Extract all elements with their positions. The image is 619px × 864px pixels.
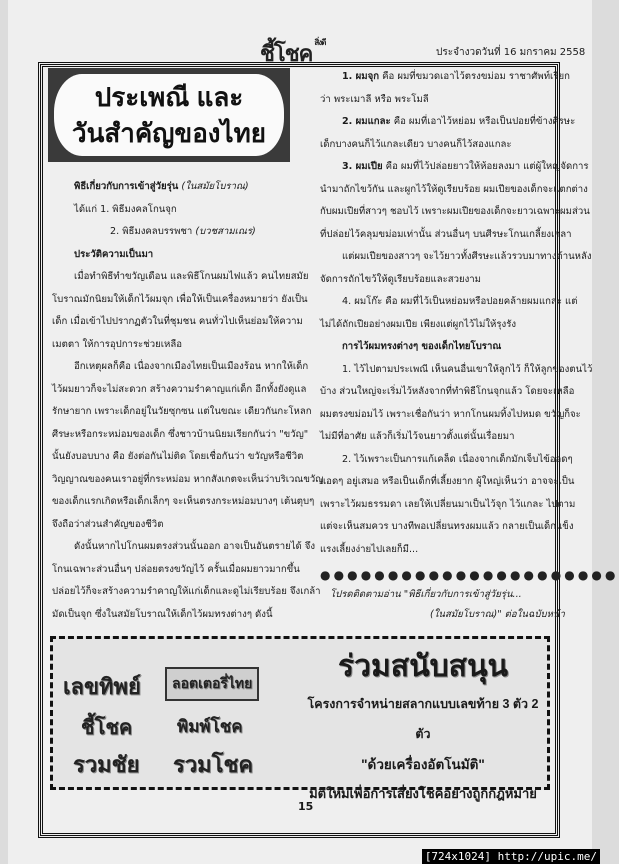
body-line: ดังนั้นหากไปโกนผมตรงส่วนนั้นออก อาจเป็นอันตรายได้ จึง xyxy=(74,541,316,552)
ad-logo: เลขทิพย์ xyxy=(63,674,141,699)
body-line: แต่ผมเปียของสาวๆ จะไว้ยาวทั้งศีรษะแล้วรวบมาทางด้านหลัง xyxy=(342,251,592,262)
body-line: ศีรษะหรือกระหม่อมของเด็ก ซึ่งชาวบ้านนิยมเรียกกันว่า "ขวัญ" xyxy=(52,428,309,440)
ad-logo: ลอตเตอรี่ไทย xyxy=(165,667,259,701)
ad-logo: รวมโชค xyxy=(173,752,254,777)
left-column xyxy=(52,176,324,626)
body-line: แต่จะเห็นสมควร บางทีพอเปลี่ยนทรงผมแล้ว กลายเป็นเด็กแข็ง xyxy=(320,521,574,532)
ad-logo: ชี้โชค xyxy=(81,717,133,739)
body-line: ไว้ผมยาวก็จะไม่สะดวก สร้างความรำคาญแก่เด็ก อีกทั้งยังดูแล xyxy=(52,383,307,395)
body-line: นั้นยังบอบบาง คือ ยังต่อกันไม่ติด โดยเชื่อกันว่า ขวัญหรือชีวิต xyxy=(52,451,304,462)
body-line: 4. ผมโก๊ะ คือ ผมที่ไว้เป็นหย่อมหรือปอยคล้ายผมแกละ แต่ xyxy=(342,296,578,307)
hairstyle-term: ผมเปีย xyxy=(355,161,383,172)
body-line: กับผมเปียที่สาวๆ ชอบไว้ เพราะผมเปียของเด็กจะยาวเฉพาะผมส่วน xyxy=(320,206,590,217)
issue-date: ประจำงวดวันที่ 16 มกราคม 2558 xyxy=(436,47,586,58)
watermark: [724x1024] http://upic.me/ xyxy=(422,849,600,864)
body-line: โกนเฉพาะส่วนอื่นๆ ปล่อยตรงขวัญไว้ ครั้นเมื่อผมยาวมากขึ้น xyxy=(52,563,300,575)
dotted-divider: ●●●●●●●●●●●●●●●●●●●●●● xyxy=(320,568,619,582)
ad-headline: ร่วมสนับสนุน xyxy=(338,650,508,683)
body-line: 3. ผมเปีย คือ ผมที่ไว้ปล่อยยาวให้ห้อยลงมา แต่ผู้ใหญ่จัดการ xyxy=(342,161,589,172)
continue-note: (ในสมัยโบราณ)" ต่อในฉบับหน้า xyxy=(430,609,565,620)
ad-logo: รวมชัย xyxy=(73,752,140,777)
body-line: ว่า พระเมาลี หรือ พระโมลี xyxy=(320,93,429,105)
body-line: ไม่ได้ถักเปียอย่างผมเปีย เพียงแต่ผูกไว้ไม่ให้รุงรัง xyxy=(320,318,517,330)
advertisement xyxy=(50,636,550,801)
magazine-logo: ชี้โชค $^{สิ่งดี}$ xyxy=(260,38,326,66)
history-heading: ประวัติความเป็นมา xyxy=(74,248,154,260)
ceremony-item: 2. พิธีมงคลบรรพชา xyxy=(110,226,193,237)
ad-line: "ด้วยเครื่องอัตโนมัติ" xyxy=(361,757,485,772)
body-line: นำมาถักไขว้กัน และผูกไว้ให้ดูเรียบร้อย ผมเปียของเด็กจะแตกต่าง xyxy=(320,183,588,195)
hairstyle-term: ผมจุก xyxy=(355,71,380,82)
hairstyle-term: ผมแกละ xyxy=(355,116,391,127)
page-number: 15 xyxy=(298,800,314,813)
body-line: เด็ก เมื่อเข้าไปปรากฏตัวในที่ชุมชน คนทั่วไปเห็นย่อมให้ความ xyxy=(52,316,303,327)
title-banner xyxy=(48,68,290,162)
body-line: โบราณมักนิยมให้เด็กไว้ผมจุก เพื่อให้เป็นเครื่องหมายว่า ยังเป็น xyxy=(52,293,308,305)
right-column xyxy=(320,66,619,625)
body-line: ที่ปล่อยไว้คลุมขม่อมเท่านั้น ส่วนอื่นๆ บนศีรษะโกนเกลี้ยงเกลา xyxy=(320,228,572,240)
body-line: 2. ไว้เพราะเป็นการแก้เคล็ด เนื่องจากเด็กมักเจ็บไข้ออดๆ xyxy=(342,453,573,465)
body-line: วิญญาณของคนเราอยู่ที่กระหม่อม หากสังเกตจะเห็นว่าบริเวณขวัญ xyxy=(52,473,324,485)
body-line: ผมตรงขม่อมไว้ เพราะเชื่อกันว่า หากโกนผมทิ้งไปหมด ขวัญก็จะ xyxy=(320,408,581,420)
body-line: ไม่มีที่อาศัย แล้วก็เริ่มไว้จนยาวตั้งแต่นั้นเรื่อยมา xyxy=(320,431,515,442)
ceremony-note: (บวชสามเณร) xyxy=(195,226,256,237)
title-line-2: วันสำคัญของไทย xyxy=(72,118,266,148)
continue-note: โปรดติดตามอ่าน "พิธีเกี่ยวกับการเข้าสู่วัยรุ่น... xyxy=(330,589,522,600)
section-heading: พิธีเกี่ยวกับการเข้าสู่วัยรุ่น xyxy=(74,181,179,192)
body-line: จัดการถักไขว้ให้ดูเรียบร้อยและสวยงาม xyxy=(320,273,481,285)
ad-line: มิติใหม่เพื่อการเสี่ยงโชคอย่างถูกกฎหมาย xyxy=(309,786,537,801)
magazine-page xyxy=(8,0,619,864)
subheading: การไว้ผมทรงต่างๆ ของเด็กไทยโบราณ xyxy=(342,341,502,352)
body-line: เพราะไว้ผมธรรมดา เลยให้เปลี่ยนมาเป็นไว้จุก ไว้แกละ ไปตาม xyxy=(320,498,576,510)
heading-note: (ในสมัยโบราณ) xyxy=(181,181,249,192)
body-line: 1. ผมจุก คือ ผมที่ขมวดเอาไว้ตรงขม่อม ราชาศัพท์เรียก xyxy=(342,71,570,82)
body-line: รักษายาก เพราะเด็กอยู่ในวัยซุกซน แต่ในขณะ เดียวกันกะโหลก xyxy=(52,406,312,417)
body-line: เด็กบางคนก็ไว้แกละเดียว บางคนก็ไว้สองแกละ xyxy=(320,138,512,150)
body-line: เมื่อทำพิธีทำขวัญเดือน และพิธีโกนผมไฟแล้ว คนไทยสมัย xyxy=(74,271,309,282)
body-line: จึงถือว่าส่วนสำคัญของชีวิต xyxy=(52,518,164,530)
body-line: 1. ไว้ไปตามประเพณี เห็นคนอื่นเขาให้ลูกไว้ ก็ให้ลูกของตนไว้ xyxy=(342,363,593,375)
ad-line: โครงการจำหน่ายสลากแบบเลขท้าย 3 ตัว 2 ตัว xyxy=(307,697,539,741)
body-line: เมตตา ให้การอุปการะช่วยเหลือ xyxy=(52,338,182,350)
body-line: มัดเป็นจุก ซึ่งในสมัยโบราณให้เด็กไว้ผมทรงต่างๆ ดังนี้ xyxy=(52,608,273,620)
body-line: ปล่อยไว้ก็จะสร้างความรำคาญให้แก่เด็กและดูไม่เรียบร้อย จึงเกล้า xyxy=(52,586,321,597)
body-line: แอดๆ อยู่เสมอ หรือเป็นเด็กที่เลี้ยงยาก ผู้ใหญ่เห็นว่า อาจจะเป็น xyxy=(320,476,575,487)
body-line: บ้าง ส่วนใหญ่จะเริ่มไว้หลังจากที่ทำพิธีโกนจุกแล้ว โดยจะเหลือ xyxy=(320,386,575,397)
body-line: แรงเลี้ยงง่ายไปเลยก็มี... xyxy=(320,543,419,555)
ad-logo: พิมพ์โชค xyxy=(177,717,243,736)
body-line: อีกเหตุผลก็คือ เนื่องจากเมืองไทยเป็นเมืองร้อน หากให้เด็ก xyxy=(74,361,309,372)
title-line-1: ประเพณี และ xyxy=(94,82,244,112)
body-line: ของเด็กแรกเกิดหรือเด็กเล็กๆ จะเห็นตรงกระหม่อมบางๆ เต้นตุบๆ xyxy=(52,496,315,507)
ceremony-item: ได้แก่ 1. พิธีมงคลโกนจุก xyxy=(74,203,177,215)
body-line: 2. ผมแกละ คือ ผมที่เอาไว้หย่อม หรือเป็นปอยที่ข้างศีรษะ xyxy=(342,116,576,127)
